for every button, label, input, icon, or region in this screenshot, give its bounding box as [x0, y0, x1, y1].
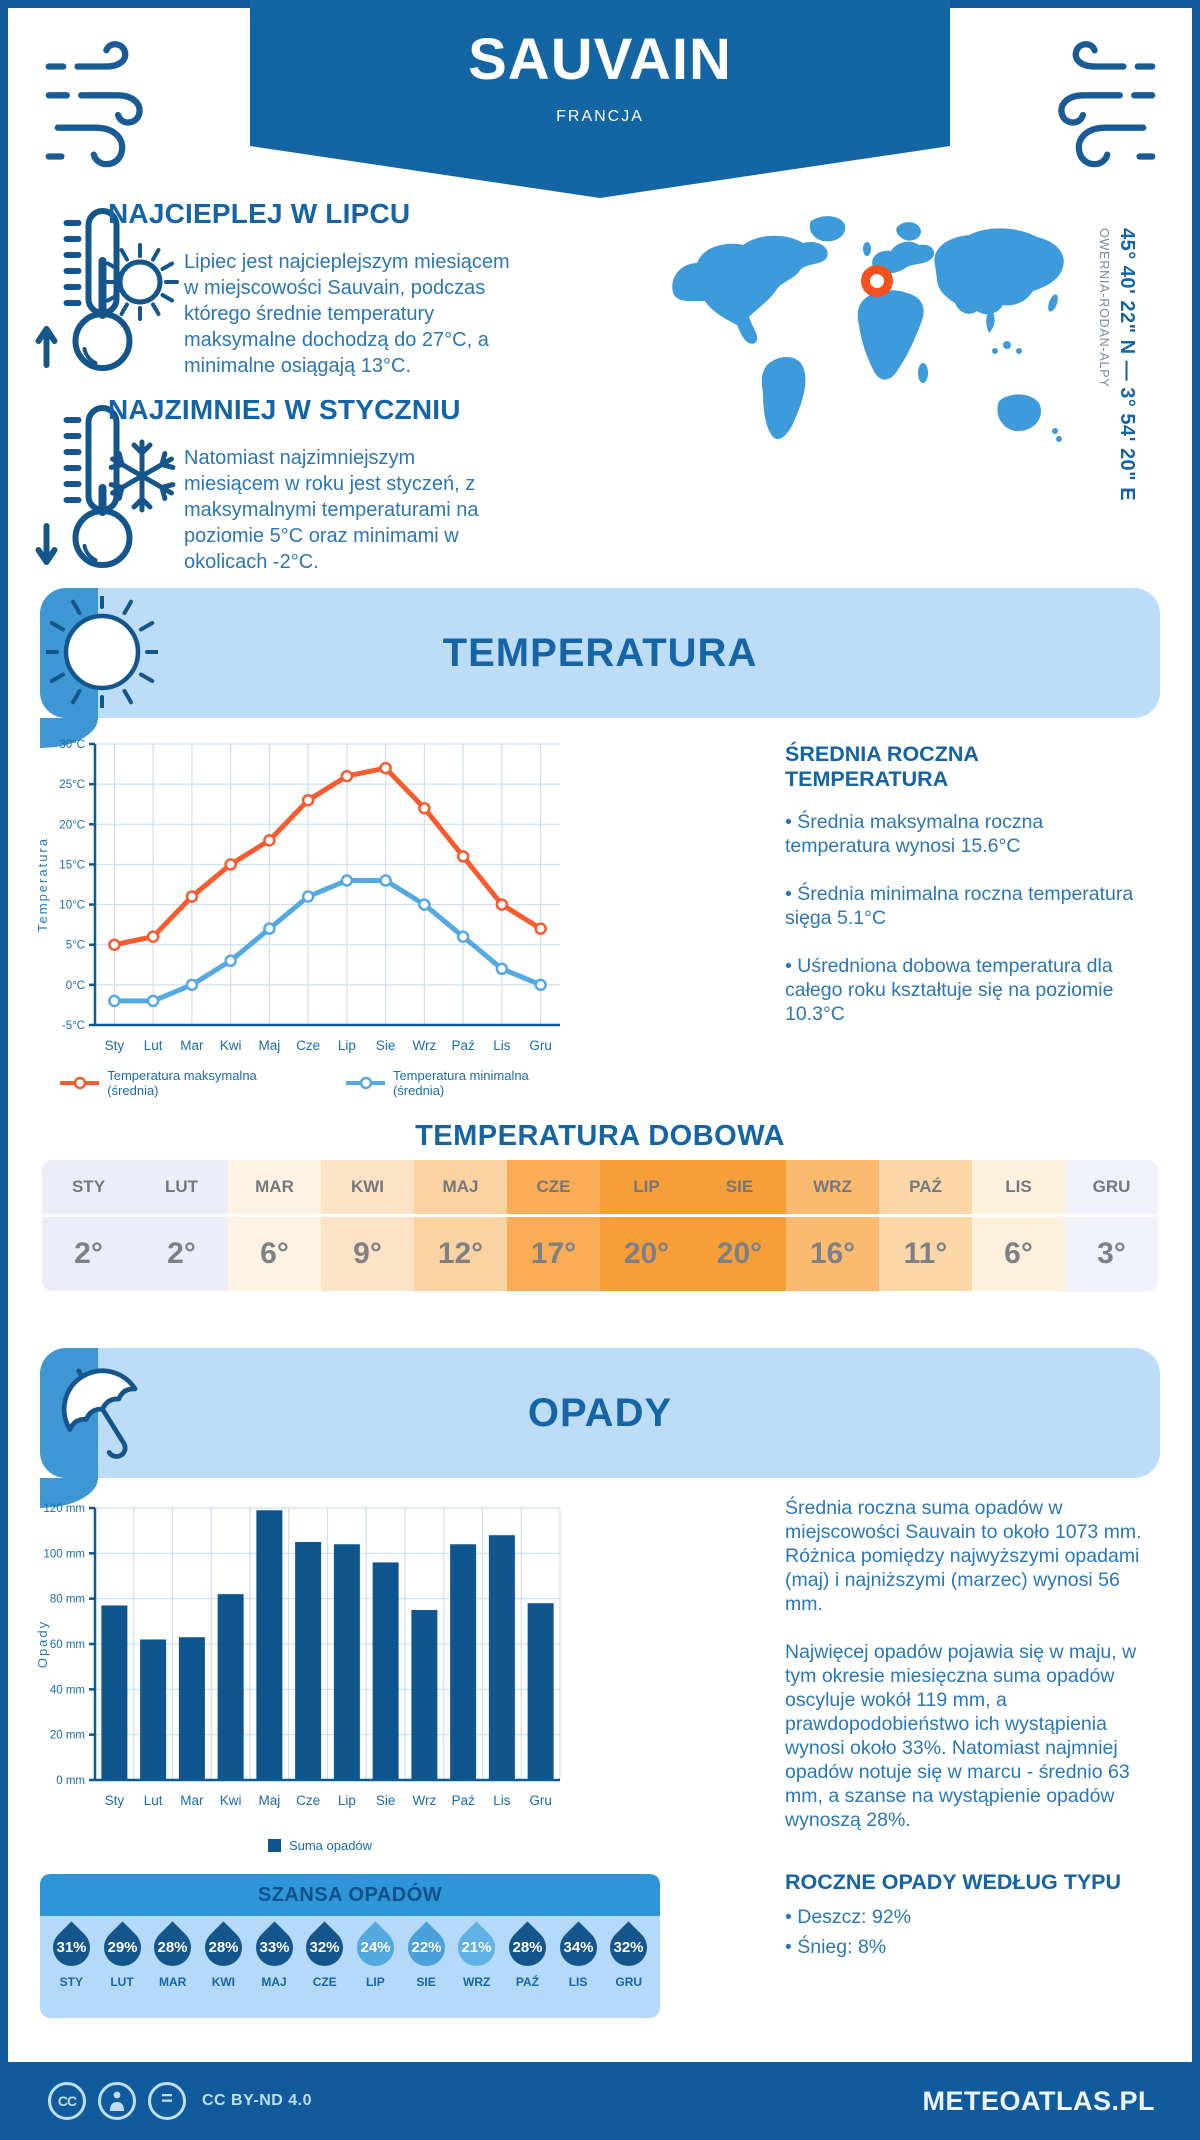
x-tick-label: Paź	[451, 1038, 475, 1053]
daily-temp-value: 6°	[228, 1217, 321, 1291]
daily-temperature-title: TEMPERATURA DOBOWA	[415, 1120, 785, 1152]
raindrop-icon	[501, 1921, 553, 1973]
raindrop-icon	[400, 1921, 452, 1973]
precipitation-bar-chart	[30, 1492, 580, 1844]
legend-label: Suma opadów	[288, 1838, 373, 1853]
x-tick-label: Cze	[296, 1038, 321, 1053]
map-australia	[997, 394, 1041, 431]
rain-chance-value: 31%	[56, 1939, 87, 1956]
annual-temperature-bullet: • Uśredniona dobowa temperatura dla całego roku kształtuje się na poziomie 10.3°C	[785, 955, 1114, 1025]
wind-icon	[1028, 30, 1163, 175]
x-tick-label: Lut	[143, 1793, 163, 1808]
data-point	[187, 892, 197, 902]
rain-chance-month: PAŹ	[515, 1975, 539, 1989]
map-madagascar	[918, 363, 928, 383]
x-tick-label: Gru	[529, 1038, 552, 1053]
x-tick-label: Wrz	[412, 1793, 437, 1808]
rain-chance-value: 32%	[613, 1939, 644, 1956]
y-axis-title: Temperatura	[35, 837, 50, 932]
precipitation-paragraph: Średnia roczna suma opadów w miejscowości Sauvain to około 1073 mm. Różnica pomiędzy najwyższymi opadami (maj) i najniższymi (marzec) wynosi 56 mm.	[785, 1497, 1142, 1615]
map-greenland	[810, 216, 846, 241]
daily-temp-month: CZE	[507, 1160, 600, 1217]
warmest-title: NAJCIEPLEJ W LIPCU	[108, 198, 411, 229]
rain-chance-value: 22%	[411, 1939, 442, 1956]
x-tick-label: Mar	[180, 1038, 204, 1053]
world-map	[648, 205, 1084, 505]
daily-temp-month: LUT	[135, 1160, 228, 1217]
data-point	[303, 795, 313, 805]
umbrella-icon	[50, 1356, 158, 1471]
legend-item	[60, 1068, 308, 1098]
daily-temp-value: 17°	[507, 1217, 600, 1291]
daily-temp-value: 12°	[414, 1217, 507, 1291]
y-tick-label: 20 mm	[49, 1729, 85, 1742]
daily-temp-month: MAJ	[414, 1160, 507, 1217]
rain-chance-month: WRZ	[463, 1975, 491, 1989]
rain-chance-title: SZANSA OPADÓW	[40, 1874, 660, 1916]
daily-temp-month: WRZ	[786, 1160, 879, 1217]
page-border-right	[1192, 0, 1200, 2140]
temperature-section-banner	[40, 588, 1160, 718]
x-tick-label: Sty	[104, 1038, 125, 1053]
rain-chance-month: GRU	[615, 1975, 643, 1989]
rain-chance-month-column	[502, 1916, 553, 2018]
legend-label: Temperatura minimalna (średnia)	[392, 1068, 529, 1098]
page-border-left	[0, 0, 8, 2140]
rain-chance-value: 33%	[259, 1939, 290, 1956]
data-point	[536, 980, 546, 990]
x-tick-label: Cze	[296, 1793, 321, 1808]
raindrop-icon	[45, 1921, 97, 1973]
y-tick-label: 15°C	[59, 859, 85, 872]
x-tick-label: Lis	[493, 1038, 511, 1053]
line-series	[114, 768, 540, 945]
snowflake-icon	[102, 436, 182, 516]
rain-chance-panel	[40, 1916, 660, 2018]
rain-chance-value: 32%	[309, 1939, 340, 1956]
rain-chance-month-column	[451, 1916, 502, 2018]
raindrop-icon	[248, 1921, 300, 1973]
rain-chance-month-column	[46, 1916, 97, 2018]
map-scandinavia	[896, 222, 921, 241]
data-point	[419, 803, 429, 813]
rain-chance-value: 29%	[106, 1939, 138, 1956]
raindrop-icon	[451, 1921, 503, 1973]
map-south-america	[762, 357, 806, 439]
daily-temp-value: 20°	[600, 1217, 693, 1291]
precipitation-type-bullet: • Deszcz: 92%	[785, 1906, 912, 1928]
warmest-text: Lipiec jest najcieplejszym miesiącem w miejscowości Sauvain, podczas którego średnie temperatury maksymalne dochodzą do 27°C, a minimalne osiągają 13°C.	[184, 251, 510, 377]
coldest-text: Natomiast najzimniejszym miesiącem w roku jest styczeń, z maksymalnymi temperaturami na poziomie 5°C oraz minimami w okolicach -2°C.	[184, 447, 479, 573]
y-tick-label: 25°C	[59, 779, 85, 792]
bar	[373, 1562, 399, 1780]
x-tick-label: Mar	[180, 1793, 204, 1808]
rain-chance-month: STY	[59, 1975, 83, 1989]
daily-temp-month: SIE	[693, 1160, 786, 1217]
header-banner	[250, 0, 950, 146]
precipitation-type-title: ROCZNE OPADY WEDŁUG TYPU	[785, 1870, 1122, 1894]
daily-temp-month: LIS	[972, 1160, 1065, 1217]
rain-chance-month: CZE	[312, 1975, 337, 1989]
y-tick-label: 10°C	[59, 899, 85, 912]
daily-temp-month: MAR	[228, 1160, 321, 1217]
rain-chance-month-column	[97, 1916, 148, 2018]
rain-chance-month-column	[147, 1916, 198, 2018]
x-tick-label: Lis	[493, 1793, 511, 1808]
temperature-section-title: TEMPERATURA	[442, 630, 758, 675]
daily-temp-value: 6°	[972, 1217, 1065, 1291]
x-tick-label: Paź	[451, 1793, 475, 1808]
daily-temp-value: 20°	[693, 1217, 786, 1291]
data-point	[109, 996, 119, 1006]
line-series	[114, 880, 540, 1000]
data-point	[109, 940, 119, 950]
precipitation-type-bullet: • Śnieg: 8%	[785, 1936, 887, 1958]
data-point	[381, 875, 391, 885]
x-tick-label: Lip	[337, 1038, 356, 1053]
annual-temperature-stats	[785, 742, 1145, 1050]
rain-chance-month: LIP	[366, 1975, 385, 1989]
y-tick-label: 30°C	[59, 739, 85, 751]
map-island	[1003, 341, 1011, 349]
x-tick-label: Kwi	[219, 1038, 242, 1053]
data-point	[187, 980, 197, 990]
x-tick-label: Lip	[337, 1793, 356, 1808]
data-point	[497, 964, 507, 974]
daily-temp-month: KWI	[321, 1160, 414, 1217]
bar	[411, 1610, 437, 1780]
daily-temp-month: GRU	[1065, 1160, 1158, 1217]
page-subtitle: FRANCJA	[556, 108, 644, 125]
raindrop-icon	[603, 1921, 655, 1973]
rain-chance-value: 21%	[461, 1939, 492, 1956]
rain-chance-month: KWI	[211, 1975, 236, 1989]
y-tick-label: 60 mm	[49, 1639, 85, 1651]
map-island	[992, 348, 998, 354]
daily-temp-value: 2°	[42, 1217, 135, 1291]
site-name: METEOATLAS.PL	[922, 2085, 1155, 2116]
map-island	[1016, 348, 1022, 354]
daily-temperature-table	[42, 1160, 1158, 1291]
data-point	[148, 932, 158, 942]
map-asia	[934, 228, 1063, 314]
bar	[256, 1510, 282, 1780]
annual-temperature-bullet: • Średnia minimalna roczna temperatura sięga 5.1°C	[785, 883, 1134, 929]
map-north-america	[672, 236, 827, 344]
rain-chance-month: SIE	[416, 1975, 436, 1989]
y-tick-label: 0 mm	[56, 1775, 85, 1787]
page-title: SAUVAIN	[468, 27, 732, 92]
rain-chance-month-column	[198, 1916, 249, 2018]
daily-temp-value: 2°	[135, 1217, 228, 1291]
rain-chance-value: 28%	[208, 1939, 239, 1956]
x-tick-label: Sty	[104, 1793, 125, 1808]
rain-chance-value: 28%	[512, 1939, 543, 1956]
legend-label: Temperatura maksymalna (średnia)	[107, 1068, 257, 1098]
x-tick-label: Sie	[375, 1038, 396, 1053]
y-tick-label: 80 mm	[49, 1593, 85, 1606]
daily-temp-value: 16°	[786, 1217, 879, 1291]
rain-chance-month: MAR	[159, 1975, 187, 1989]
legend-swatch	[268, 1839, 281, 1852]
rain-chance-value: 24%	[360, 1939, 391, 1956]
map-island	[1052, 428, 1058, 434]
location-marker-hole	[870, 274, 884, 288]
data-point	[264, 924, 274, 934]
temperature-chart-legend	[60, 1068, 580, 1098]
rain-chance-month-column	[401, 1916, 452, 2018]
sun-icon	[98, 240, 182, 324]
precipitation-stats	[785, 1496, 1145, 1965]
bar	[334, 1544, 360, 1780]
y-tick-label: 20°C	[59, 819, 85, 832]
wind-icon	[38, 30, 173, 175]
raindrop-icon	[96, 1921, 148, 1973]
data-point	[381, 763, 391, 773]
y-tick-label: 0°C	[65, 979, 85, 992]
bar	[140, 1639, 166, 1780]
data-point	[458, 932, 468, 942]
bar	[450, 1544, 476, 1780]
rain-chance-month-column	[350, 1916, 401, 2018]
data-point	[536, 924, 546, 934]
map-japan	[1046, 293, 1060, 313]
data-point	[419, 900, 429, 910]
legend-item	[346, 1068, 580, 1098]
y-tick-label: 40 mm	[49, 1684, 85, 1697]
daily-temp-month: PAŹ	[879, 1160, 972, 1217]
bar	[218, 1594, 244, 1780]
x-tick-label: Lut	[143, 1038, 163, 1053]
no-derivatives-icon: =	[148, 2082, 186, 2120]
rain-chance-month-column	[553, 1916, 604, 2018]
rain-chance-month: LIS	[568, 1975, 588, 1989]
coordinates-text: 45° 40' 22" N — 3° 54' 20" E	[1116, 228, 1138, 502]
rain-chance-month-column	[299, 1916, 350, 2018]
data-point	[458, 851, 468, 861]
daily-temp-month: LIP	[600, 1160, 693, 1217]
raindrop-icon	[197, 1921, 249, 1973]
bar	[489, 1535, 515, 1780]
x-tick-label: Maj	[258, 1038, 281, 1053]
y-tick-label: 5°C	[65, 939, 85, 952]
daily-temp-value: 9°	[321, 1217, 414, 1291]
rain-chance-month: LUT	[110, 1975, 134, 1989]
footer	[0, 2062, 1200, 2140]
precipitation-paragraph: Najwięcej opadów pojawia się w maju, w tym okresie miesięczna suma opadów oscyluje wokół 119 mm, a prawdopodobieństwo ich wystąpienia wynosi około 33%. Natomiast najmniej opadów notuje się w marcu - średnio 63 mm, a szanse na wystąpienie opadów wynoszą 28%.	[785, 1641, 1137, 1831]
bar	[295, 1542, 321, 1780]
bar	[179, 1637, 205, 1780]
attribution-person-icon	[98, 2082, 136, 2120]
temperature-line-chart	[30, 732, 580, 1084]
raindrop-icon	[349, 1921, 401, 1973]
y-tick-label: -5°C	[61, 1020, 85, 1032]
raindrop-icon	[552, 1921, 604, 1973]
data-point	[342, 771, 352, 781]
map-africa	[858, 290, 924, 379]
map-island	[1056, 436, 1062, 442]
raindrop-icon	[147, 1921, 199, 1973]
y-tick-label: 100 mm	[43, 1548, 85, 1561]
x-tick-label: Wrz	[412, 1038, 437, 1053]
data-point	[303, 892, 313, 902]
rain-chance-month-column	[603, 1916, 654, 2018]
bar	[101, 1605, 127, 1780]
cc-icon: CC	[48, 2082, 86, 2120]
daily-temp-value: 11°	[879, 1217, 972, 1291]
annual-temperature-bullet: • Średnia maksymalna roczna temperatura wynosi 15.6°C	[785, 811, 1044, 857]
annual-temperature-title: ŚREDNIA ROCZNA TEMPERATURA	[785, 742, 979, 791]
rain-chance-value: 28%	[157, 1939, 188, 1956]
bar	[528, 1603, 554, 1780]
rain-chance-month: MAJ	[261, 1975, 287, 1989]
x-tick-label: Kwi	[219, 1793, 242, 1808]
coldest-title: NAJZIMNIEJ W STYCZNIU	[108, 394, 461, 425]
daily-temp-value: 3°	[1065, 1217, 1158, 1291]
x-tick-label: Gru	[529, 1793, 552, 1808]
raindrop-icon	[299, 1921, 351, 1973]
region-text: OWERNIA-RODAN-ALPY	[1097, 228, 1111, 388]
precipitation-section-banner	[40, 1348, 1160, 1478]
license-text: CC BY-ND 4.0	[202, 2092, 313, 2109]
sun-icon	[46, 596, 158, 708]
legend-item	[268, 1838, 372, 1853]
data-point	[226, 859, 236, 869]
x-tick-label: Maj	[258, 1793, 281, 1808]
x-tick-label: Sie	[375, 1793, 396, 1808]
data-point	[497, 900, 507, 910]
y-tick-label: 120 mm	[43, 1503, 85, 1515]
rain-chance-month-column	[249, 1916, 300, 2018]
data-point	[264, 835, 274, 845]
data-point	[342, 875, 352, 885]
rain-chance-value: 34%	[563, 1939, 594, 1956]
data-point	[226, 956, 236, 966]
precipitation-chart-legend	[60, 1838, 580, 1853]
data-point	[148, 996, 158, 1006]
y-axis-title: Opady	[35, 1619, 50, 1669]
map-coordinates-block	[1097, 228, 1138, 528]
precipitation-section-title: OPADY	[527, 1390, 673, 1435]
daily-temp-month: STY	[42, 1160, 135, 1217]
map-uk	[863, 242, 871, 256]
